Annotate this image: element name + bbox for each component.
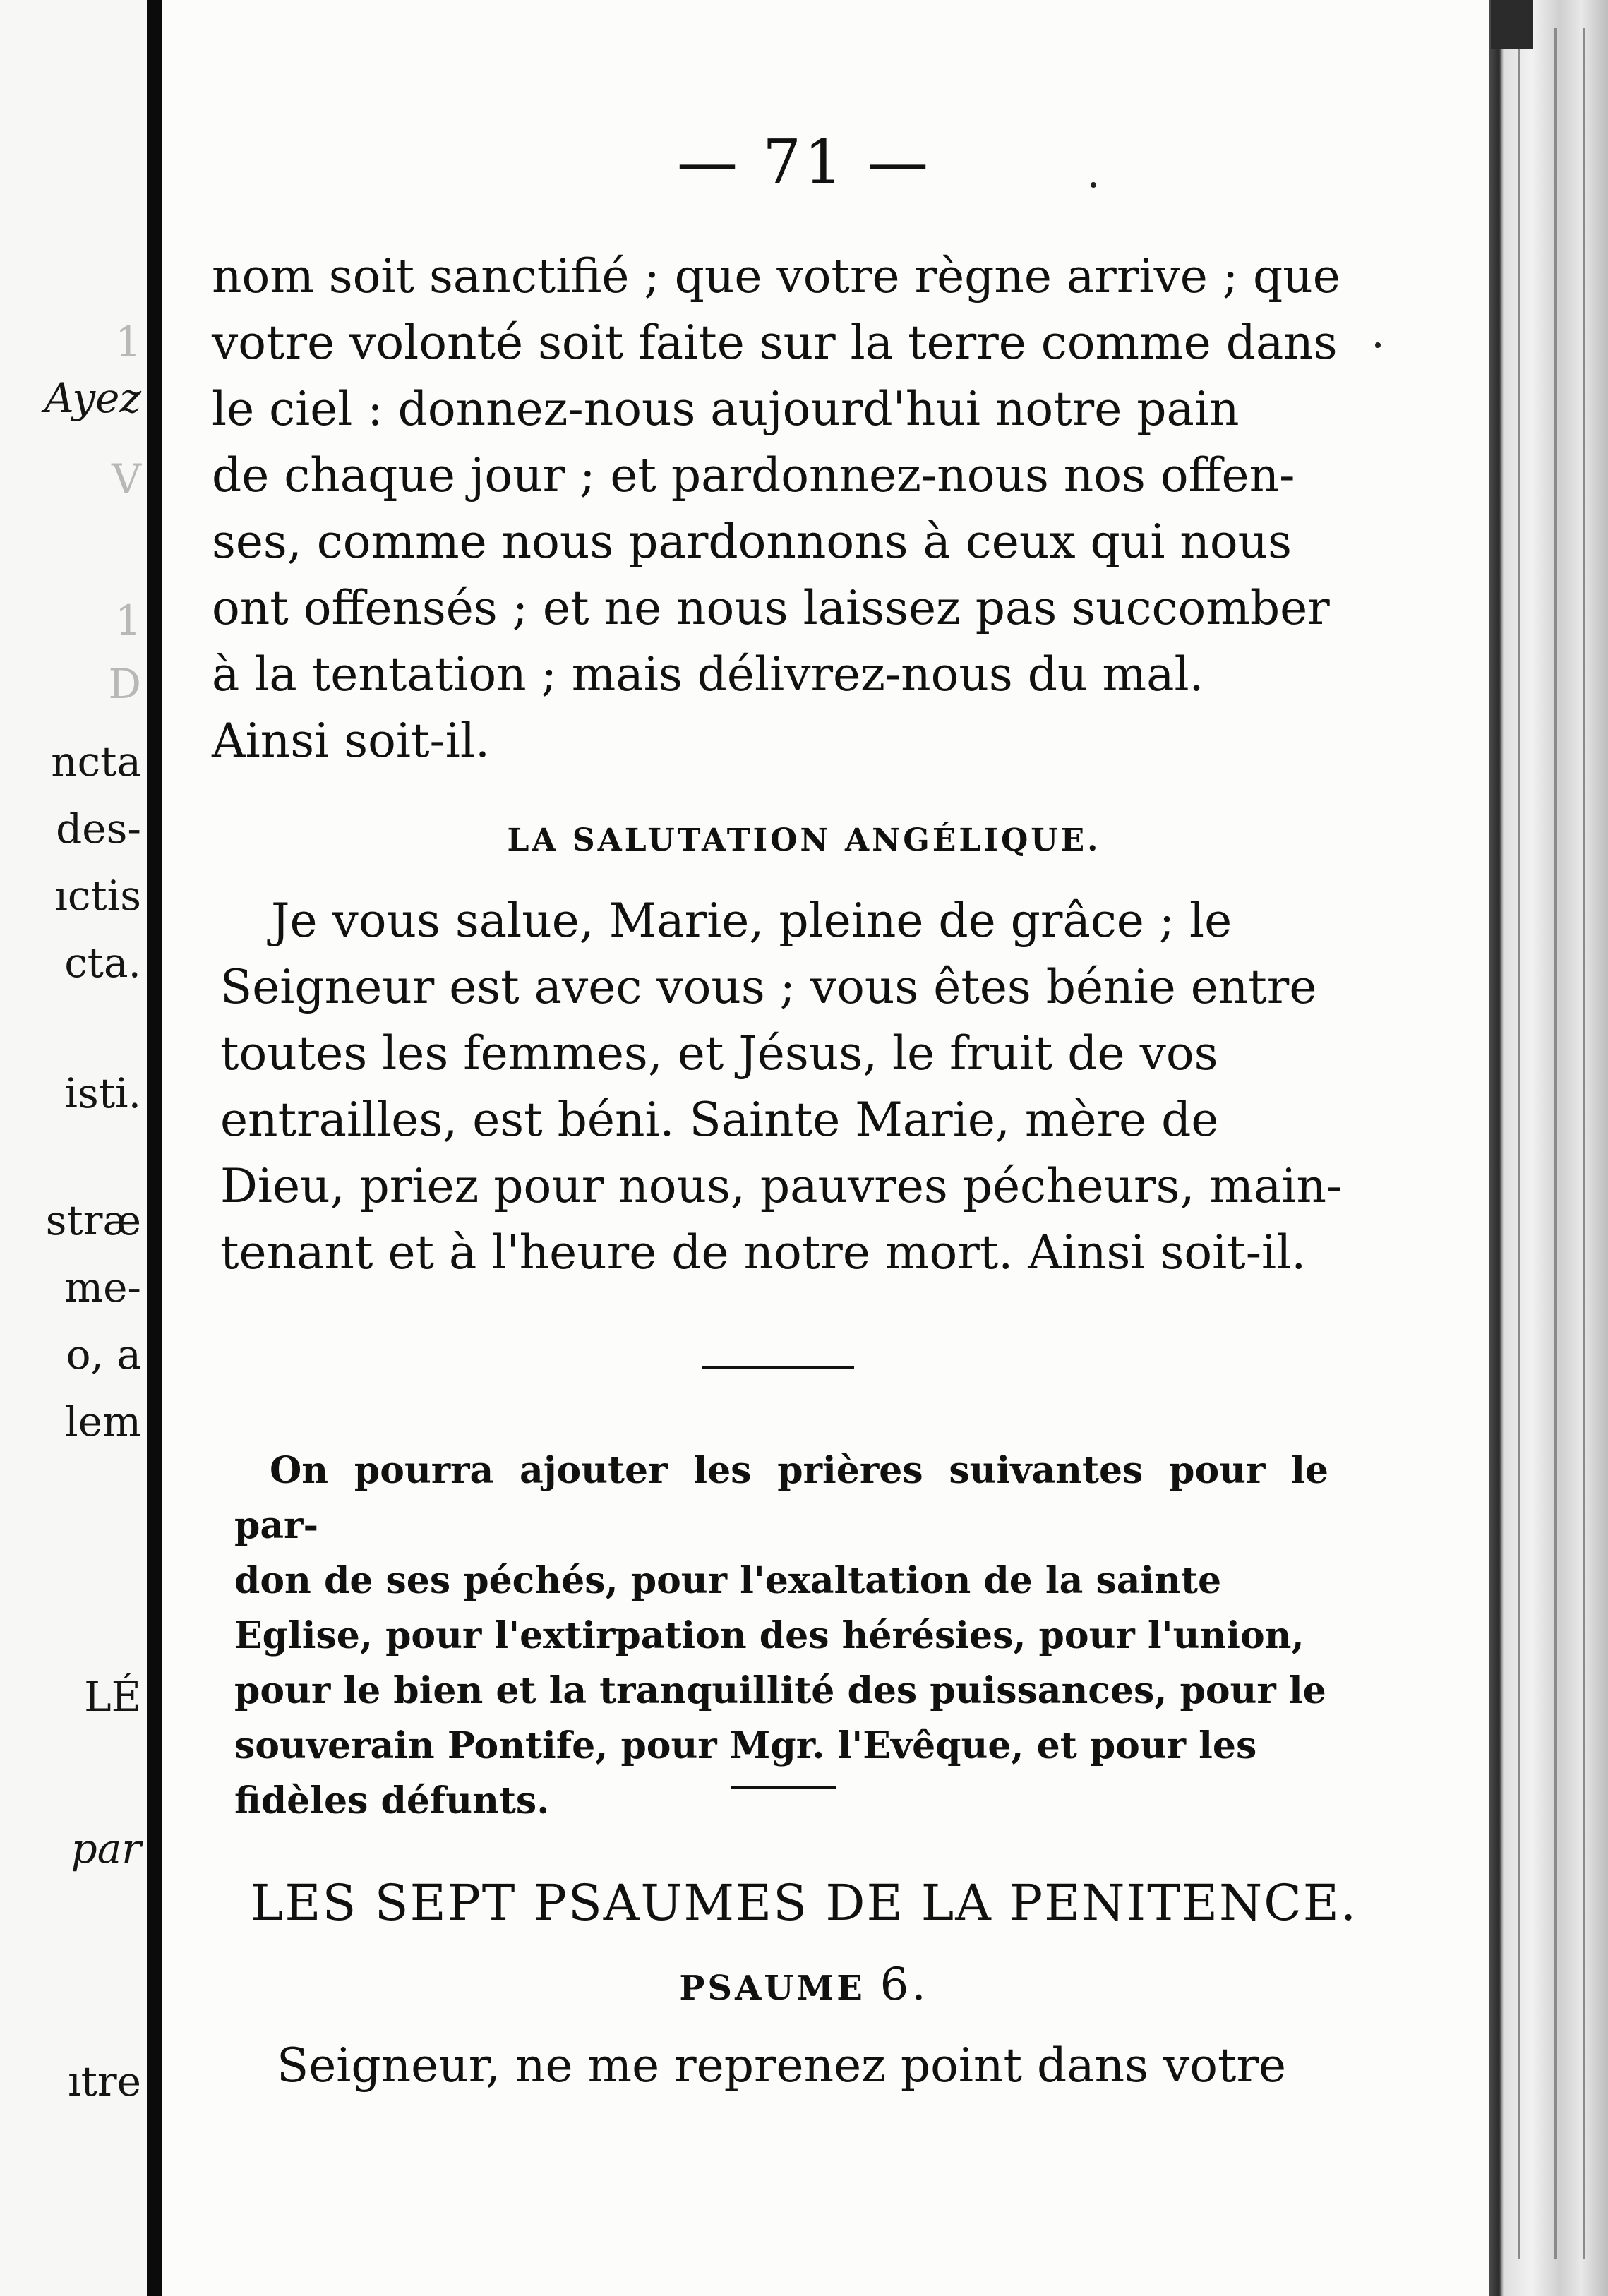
- text-line: On pourra ajouter les prières suivantes pour le par-: [234, 1449, 1328, 1547]
- text-line: de chaque jour ; et pardonnez-nous nos offen-: [212, 448, 1295, 503]
- left-page-fragment: [0, 0, 148, 2296]
- text-line: souverain Pontife, pour Mgr. l'Evêque, et pour les: [234, 1724, 1257, 1767]
- text-line: Je vous salue, Marie, pleine de grâce ; le: [271, 894, 1232, 948]
- section-heading: LA SALUTATION ANGÉLIQUE.: [507, 822, 1101, 858]
- left-fragment: D: [108, 660, 141, 708]
- text-line: ses, comme nous pardonnons à ceux qui nous: [212, 515, 1292, 569]
- psalm-first-line: Seigneur, ne me reprenez point dans votre: [277, 2038, 1287, 2093]
- text-line: Dieu, priez pour nous, pauvres pécheurs, main-: [220, 1159, 1343, 1213]
- left-fragment: isti.: [64, 1069, 141, 1117]
- text-line: Eglise, pour l'extirpation des hérésies, pour l'union,: [234, 1614, 1304, 1657]
- text-line: entrailles, est béni. Sainte Marie, mère de: [220, 1093, 1219, 1147]
- psalm-heading: [0, 1959, 1608, 2011]
- page-edge: [1489, 0, 1608, 2296]
- text-line: toutes les femmes, et Jésus, le fruit de vos: [220, 1026, 1218, 1081]
- pater-paragraph: [212, 244, 1341, 774]
- text-line: à la tentation ; mais délivrez-nous du mal.: [212, 647, 1204, 702]
- text-line: nom soit sanctifié ; que votre règne arrive ; que: [212, 249, 1340, 303]
- left-fragment: des-: [56, 805, 141, 853]
- text-line: don de ses péchés, pour l'exaltation de la sainte: [234, 1559, 1222, 1602]
- text-line: Seigneur est avec vous ; vous êtes bénie entre: [220, 960, 1317, 1014]
- left-fragment: V: [112, 455, 141, 503]
- text-line: ont offensés ; et ne nous laissez pas succomber: [212, 581, 1330, 635]
- ink-speck: [1375, 342, 1381, 348]
- left-fragment: lem: [65, 1398, 141, 1445]
- text-line: tenant et à l'heure de notre mort. Ainsi soit-il.: [220, 1225, 1307, 1280]
- rubric-note: [234, 1443, 1328, 1829]
- left-fragment: me-: [64, 1263, 141, 1311]
- left-fragment: o, a: [66, 1330, 141, 1378]
- left-fragment: par: [71, 1825, 141, 1873]
- page-corner-shadow: [1491, 0, 1533, 49]
- text-line: pour le bien et la tranquillité des puissances, pour le: [234, 1669, 1326, 1712]
- left-fragment: cta.: [64, 939, 141, 987]
- left-fragment: 1: [115, 596, 141, 644]
- left-fragment: stræ: [45, 1196, 141, 1244]
- psalms-heading: LES SEPT PSAUMES DE LA PENITENCE.: [250, 1874, 1358, 1932]
- psalm-number: 6.: [880, 1959, 929, 2011]
- section-divider: [702, 1366, 854, 1369]
- left-fragment: Ayez: [44, 374, 141, 422]
- text-line: le ciel : donnez-nous aujourd'hui notre pain: [212, 382, 1240, 436]
- left-fragment: 1: [115, 318, 141, 366]
- left-fragment: ıctis: [54, 872, 141, 920]
- psalm-label: PSAUME: [679, 1969, 865, 2008]
- left-fragment: ncta: [51, 738, 141, 786]
- section-divider: [731, 1786, 836, 1789]
- page-number: — 71 —: [676, 127, 932, 198]
- text-line: fidèles défunts.: [234, 1779, 550, 1822]
- left-fragment: ıtre: [68, 2057, 141, 2105]
- book-gutter: [147, 0, 162, 2296]
- text-line: votre volonté soit faite sur la terre comme dans: [212, 315, 1338, 370]
- ave-paragraph: [220, 888, 1350, 1286]
- left-fragment: LÉ: [84, 1673, 141, 1721]
- text-line: Ainsi soit-il.: [212, 714, 490, 768]
